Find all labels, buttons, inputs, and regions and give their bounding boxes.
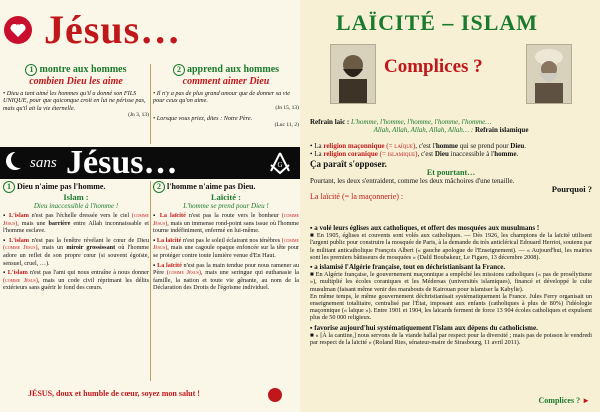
p1a: L'islam — [8, 212, 29, 219]
p1c: (comme Jésus) — [153, 212, 299, 227]
p2d: , mais un — [37, 244, 67, 252]
sub2-ctr: Laïcité : — [211, 192, 241, 202]
bullets-block — [310, 224, 592, 346]
column-one — [3, 64, 149, 119]
col2-quote2: • Lorsque vous priez, dites : Notre Père. — [153, 114, 253, 122]
p2c: (comme Jésus) — [3, 244, 38, 252]
bullet-2-detail: ■ En Algérie française, le gouvernement maçonnique a empêché les missions catholiques (« pas de prosélytisme »), multiplié les écoles coraniques et les Médersas (universités islamiques), financé et développé le culte musulman (faisant même venir des marabouts de Kairouan pour islamiser la Kabylie). — [310, 271, 592, 293]
pourtant-heading: Et pourtant… — [426, 167, 476, 177]
col2-head1: apprend aux hommes — [186, 64, 280, 75]
col2-quote1: • Il n'y a pas de plus grand amour que de donner sa vie pour ceux qu'on aime. — [153, 90, 291, 105]
column-two — [153, 64, 299, 129]
sacred-heart-icon — [268, 388, 282, 402]
column-divider — [150, 64, 151, 144]
p1a: La laïcité — [159, 212, 186, 219]
bullet-2: ▪ a islamisé l'Algérie française, tout en déchristianisant la France. — [310, 263, 506, 272]
sub1-paragraph: ▪ L'islam n'est pas la fenêtre révélant le cœur de Dieu (comme Jésus), mais un miroir grossissant où l'homme adore un reflet de son propre cœur (si souvent égoïste, sensuel, cruel, …). — [3, 236, 149, 267]
l2d: , c'est — [417, 150, 435, 159]
right-panel — [300, 0, 600, 412]
number-badge: 1 — [3, 181, 15, 193]
l2f: inaccessible à l' — [448, 150, 495, 159]
p1d: , mais une — [17, 219, 49, 227]
sub2-ctr2: L'homme se prend pour Dieu ! — [183, 202, 269, 210]
number-badge: 2 — [173, 64, 185, 76]
l2c: (= islamique) — [377, 150, 418, 159]
oppose-text: Ça paraît s'opposer. — [310, 159, 387, 170]
col1-head1: montre aux hommes — [39, 64, 127, 75]
l1b: religion maçonnique — [323, 142, 385, 150]
l1g: Dieu — [510, 142, 525, 150]
sub1-paragraph: ▪ L'islam n'est pas l'ami qui nous entraîne à nous donner (comme Jésus), mais un code civil réprimant les délits extérieurs sans guérir le fond des cœurs. — [3, 269, 149, 292]
l2g: homme — [494, 150, 517, 159]
p1b: n'est pas la route vers le bonheur — [185, 212, 282, 219]
p2a: L'islam — [9, 236, 30, 244]
p1f: entre Allah inconnaissable et l'homme esclave. — [3, 219, 149, 235]
number-badge: 1 — [25, 64, 37, 76]
l1e: homme — [435, 142, 458, 150]
portrait-ferry-image — [330, 44, 376, 104]
refrain-laic: Refrain laïc : — [310, 118, 350, 126]
l2a: • La — [310, 150, 324, 159]
p1c: (comme Jésus) — [3, 212, 149, 227]
compass-square-icon — [268, 151, 292, 175]
p2a: La laïcité — [156, 236, 182, 244]
jesus-title: Jésus… — [44, 7, 182, 52]
p1e: barrière — [48, 219, 71, 227]
sub-column-laicite — [153, 181, 299, 294]
sans-jesus-band — [0, 144, 300, 181]
pourquoi-heading: Pourquoi ? — [551, 184, 592, 195]
p3d: , mais une seringue qui euthanasie la famille, la nation et toute vie gênante, au nom de la Déclaration des Droits de l'égoïsme individuel. — [153, 269, 299, 292]
next-link[interactable] — [539, 396, 590, 405]
l2b: religion coranique — [323, 150, 378, 159]
footer-prayer: JÉSUS, doux et humble de cœur, soyez mon salut ! — [28, 389, 200, 398]
l1d: , c'est l' — [415, 142, 436, 150]
p3c: (comme Jésus) — [166, 269, 201, 277]
p2b: n'est pas le soleil éclairant nos ténèbres — [181, 236, 282, 244]
p3c: (comme Jésus) — [3, 276, 38, 284]
sub2-paragraph: ▪ La laïcité n'est pas la route vers le bonheur (comme Jésus), mais un immense rond-point sans issue où l'homme tourne indéfiniment, enfermé en lui-même. — [153, 212, 299, 235]
refrain-block — [310, 118, 592, 134]
portrait-imam-image — [526, 44, 572, 104]
bullet-3-detail: ■ « [À la cantine,] nous servons de la viande hallal par respect pour la diversité ; mais pas de poisson le vendredi par respect de la laïcité » (Roland Ries, sénateur-maire de Strasbourg, 11 avril 2011). — [310, 331, 592, 347]
comparison-lines: • La religion maçonnique (= laïque), c'est l'homme qui se prend pour Dieu. • La religion coranique (= islamique), c'est Dieu inaccessible à l'homme. Ça paraît s'opposer. Et pourtant… Pourtant, les deux s'entraident, comme les deux mâchoires d'une tenaille. Pourquoi ? La laïcité (= la maçonnerie) : — [310, 142, 592, 202]
number-badge: 2 — [153, 181, 165, 193]
band-sans: sans — [30, 155, 57, 171]
sub1-title: Dieu n'aime pas l'homme. — [17, 182, 106, 191]
p2d: , mais une cagoule opaque enfoncée sur la tête pour se protéger contre toute lumière venue d'En Haut. — [153, 244, 299, 259]
p3d: , mais un code civil réprimant les délits extérieurs sans guérir le fond des cœurs. — [3, 276, 149, 292]
sub2-title: l'homme n'aime pas Dieu. — [167, 182, 256, 191]
col1-head2: combien Dieu les aime — [29, 76, 123, 87]
sub-column-islam — [3, 181, 149, 294]
next-text: Complices ? — [538, 396, 581, 405]
p2e: miroir grossissant — [66, 244, 116, 252]
band-jesus: Jésus… — [66, 144, 178, 181]
refrain-text: L'homme, l'homme, l'homme, l'homme, l'homme… — [349, 118, 492, 126]
bullet-2-detail-b: En même temps, le même gouvernement déchristianisait systématiquement la France. Jules Ferry organisait un enseignement totalitaire, centralisé par l'État, imposant aux enfants (catholiques à plus de 80%) l'idéologie maçonnique (« laïque »). Entre 1901 et 1904, les laïcards ferment de force 13 904 écoles catholiques et expulsent plus de 50 000 religieux. — [310, 292, 592, 322]
pourtant-text: Pourtant, les deux s'entraident, comme les deux mâchoires d'une tenaille. — [310, 176, 515, 185]
arrow-right-icon: ► — [582, 396, 590, 405]
svg-text:G: G — [277, 161, 283, 169]
sub2-paragraph: ▪ La laïcité n'est pas la main tendue pour nous ramener au Père (comme Jésus), mais une seringue qui euthanasie la famille, la nation et toute vie gênante, au nom de la Déclaration des Droits de l'égoïsme individuel. — [153, 261, 299, 292]
sub1-ctr2: Dieu inaccessible à l'homme ! — [33, 202, 119, 210]
refrain-islam: Refrain islamique — [473, 126, 529, 135]
column-divider — [150, 181, 151, 381]
l2e: Dieu — [434, 150, 449, 159]
complices-title: Complices ? — [384, 56, 483, 77]
p2f: où l'homme adore un reflet de son propre cœur (si souvent égoïste, sensuel, cruel, …). — [3, 244, 149, 267]
sacred-heart-icon — [4, 16, 32, 44]
col1-ref: (Jn 3, 13) — [128, 111, 149, 118]
p2c: (comme Jésus) — [153, 236, 299, 252]
l1f: qui se prend pour — [457, 142, 511, 150]
p3b: n'est pas la main tendue pour nous ramener au Père — [153, 261, 299, 277]
p2b: n'est pas la fenêtre révélant le cœur de Dieu — [29, 236, 149, 244]
col2-head2: comment aimer Dieu — [182, 76, 270, 87]
l1c: (= laïque) — [384, 142, 416, 150]
bullet-1: ▪ a volé leurs églises aux catholiques, et offert des mosquées aux musulmans ! — [310, 224, 540, 232]
p3b: n'est pas l'ami qui nous entraîne à nous donner — [27, 269, 149, 277]
p3a: La laïcité — [157, 261, 182, 269]
bullet-3: ▪ favorise aujourd'hui systématiquement l'islam aux dépens du catholicisme. — [310, 323, 538, 332]
laicite-heading: La laïcité (= la maçonnerie) : — [310, 192, 404, 202]
sub1-ctr: Islam : — [63, 192, 89, 202]
sub1-paragraph: ▪ L'islam n'est pas l'échelle dressée vers le ciel (comme Jésus), mais une barrière entre Allah inconnaissable et l'homme esclave. — [3, 212, 149, 235]
p3a: L'islam — [7, 269, 28, 277]
col1-quote: • Dieu a tant aimé les hommes qu'il a donné son FILS UNIQUE, pour que quiconque croit en lui ne périsse pas, mais qu'il ait la vie éternelle. — [3, 90, 146, 112]
sub2-paragraph: ▪ La laïcité n'est pas le soleil éclairant nos ténèbres (comme Jésus), mais une cagoule opaque enfoncée sur la tête pour se protéger contre toute lumière venue d'En Haut. — [153, 236, 299, 259]
l1a: • La — [310, 142, 324, 150]
col2-ref1: (Jn 15, 13) — [275, 104, 299, 111]
refrain-text2: Allah, Allah, Allah, Allah, Allah… : — [373, 126, 474, 135]
p1d: , mais un immense rond-point sans issue où l'homme tourne indéfiniment, enfermé en lui-même. — [153, 219, 299, 235]
crescent-icon — [6, 152, 24, 170]
p1b: n'est pas l'échelle dressée vers le ciel — [28, 212, 132, 219]
main-title: LAÏCITÉ – ISLAM — [336, 10, 539, 35]
col2-ref2: (Luc 11, 2) — [274, 122, 299, 129]
bullet-1-detail: ■ En 1905, églises et couvents sont volés aux catholiques. — Dès 1926, les champions de la laïcité utilisent l'argent public pour construire la mosquée de Paris, à la demande du très anticlérical Edouard Herriot, soutenu par le militant anticatholique François Albert (« gauche apologue de l'Enseignement). — « Aujourd'hui, les mairies sont les premiers bâtisseurs de mosquées » (Dalil Boubakeur, Le Figaro, 13 décembre 2008). — [310, 232, 592, 261]
hero-header — [0, 0, 300, 62]
